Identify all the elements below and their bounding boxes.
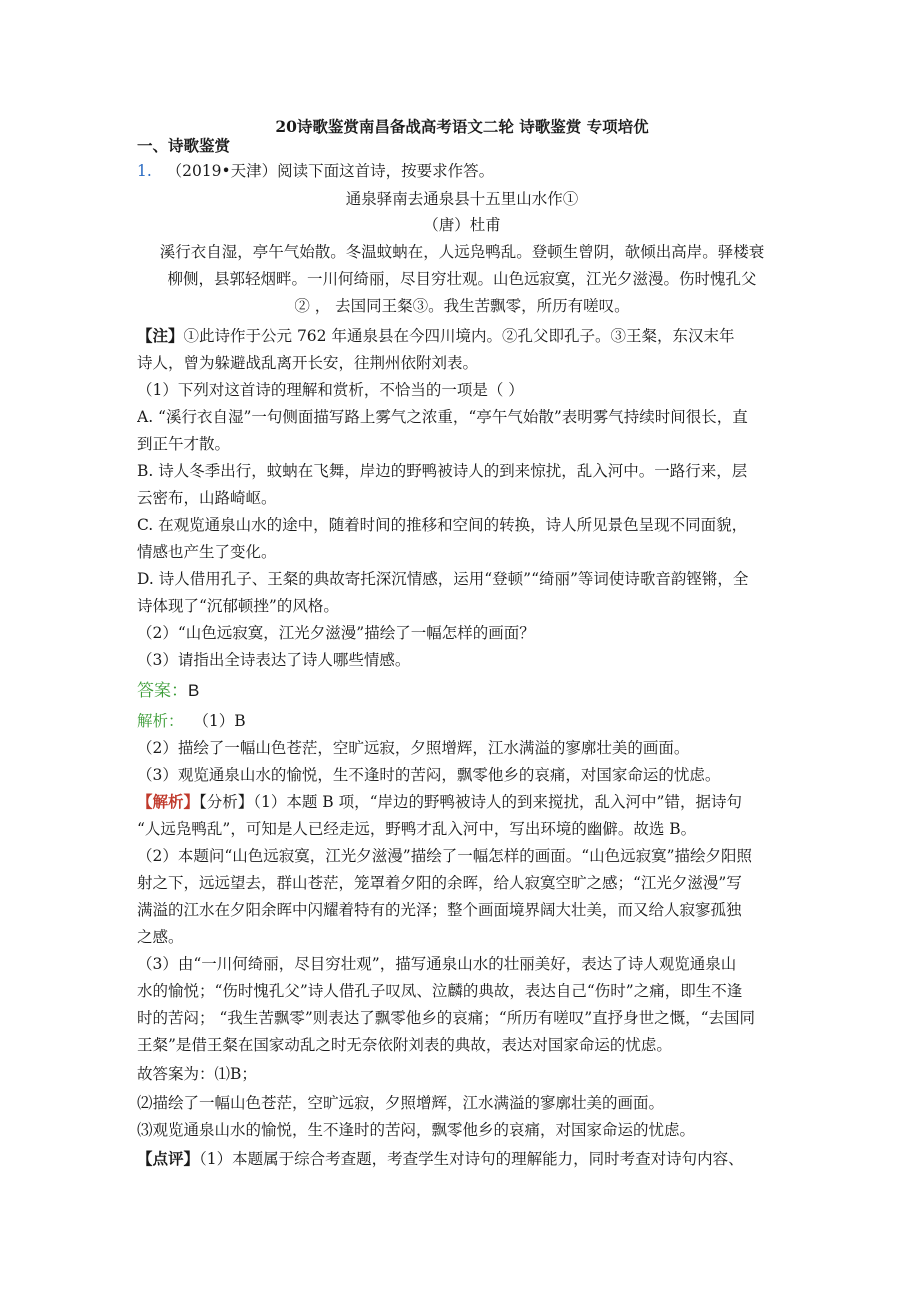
analysis-line-7: （3）由“一川何绮丽，尽目穷壮观”，描写通泉山水的壮丽美好，表达了诗人观览通泉山 xyxy=(137,955,737,973)
sub-question-3: （3）请指出全诗表达了诗人哪些情感。 xyxy=(137,651,411,669)
option-a-line-1: A. “溪行衣自湿”一句侧面描写路上雾气之浓重，“亭午气始散”表明雾气持续时间很长，直 xyxy=(137,408,748,426)
explanation-line-3: （3）观览通泉山水的愉悦，生不逢时的苦闷，飘零他乡的哀痛，对国家命运的忧虑。 xyxy=(137,766,721,784)
analysis-text: 【分析】（1）本题 B 项，“岸边的野鸭被诗人的到来搅扰，乱入河中”错，据诗句 xyxy=(199,793,742,811)
note-line-1 xyxy=(137,326,787,346)
section-heading: 一、诗歌鉴赏 xyxy=(137,136,231,155)
analysis-line-4: 射之下，远远望去，群山苍茫，笼罩着夕阳的余晖，给人寂寞空旷之感；“江光夕滋漫”写 xyxy=(137,874,742,892)
question-number: 1. xyxy=(137,162,152,180)
comment-text: （1）本题属于综合考查题，考查学生对诗句的理解能力，同时考查对诗句内容、 xyxy=(199,1150,744,1168)
poem-author: （唐）杜甫 xyxy=(423,216,501,234)
poem-title: 通泉驿南去通泉县十五里山水作① xyxy=(345,190,579,208)
poem-line-1: 溪行衣自湿，亭午气始散。冬温蚊蚋在，人远凫鸭乱。登顿生曾阴，欹倾出高岸。驿楼衰 xyxy=(159,243,765,261)
explanation-line-2: （2）描绘了一幅山色苍茫，空旷远寂，夕照增辉，江水满溢的寥廓壮美的画面。 xyxy=(137,739,690,757)
answer-line xyxy=(137,680,787,702)
option-b-line-1: B. 诗人冬季出行，蚊蚋在飞舞，岸边的野鸭被诗人的到来惊扰，乱入河中。一路行来，层 xyxy=(137,462,748,480)
final-answer-1: 故答案为：⑴B； xyxy=(137,1065,257,1083)
answer-label: 答案： xyxy=(137,681,188,701)
option-c-line-1: C. 在观览通泉山水的途中，随着时间的推移和空间的转换，诗人所见景色呈现不同面貌， xyxy=(137,516,748,534)
analysis-line-2: “人远凫鸭乱”，可知是人已经走远，野鸭才乱入河中，写出环境的幽僻。故选 B。 xyxy=(137,820,697,838)
analysis-line-3: （2）本题问“山色远寂寞，江光夕滋漫”描绘了一幅怎样的画面。“山色远寂寞”描绘夕阳照 xyxy=(137,847,753,865)
option-c-line-2: 情感也产生了变化。 xyxy=(137,543,277,561)
comment-line-1 xyxy=(137,1149,787,1169)
final-answer-2: ⑵描绘了一幅山色苍茫，空旷远寂，夕照增辉，江水满溢的寥廓壮美的画面。 xyxy=(137,1094,665,1112)
answer-value: B xyxy=(188,681,200,700)
analysis-line-8: 水的愉悦；“伤时愧孔父”诗人借孔子叹凤、泣麟的典故，表达自己“伤时”之痛，即生不逢 xyxy=(137,982,743,1000)
note-line-2: 诗人，曾为躲避战乱离开长安，往荆州依附刘表。 xyxy=(137,354,479,372)
explanation-line-1 xyxy=(137,711,787,731)
explanation-label: 解析： xyxy=(137,712,184,730)
final-answer-3: ⑶观览通泉山水的愉悦，生不逢时的苦闷，飘零他乡的哀痛，对国家命运的忧虑。 xyxy=(137,1121,696,1139)
comment-label: 【点评】 xyxy=(137,1149,200,1168)
note-label: 【注】 xyxy=(137,326,184,345)
option-a-line-2: 到正午才散。 xyxy=(137,435,231,453)
analysis-line-9: 时的苦闷； “我生苦飘零”则表达了飘零他乡的哀痛；“所历有嗟叹”直抒身世之慨，“去国同 xyxy=(137,1009,756,1027)
sub-question-1: （1）下列对这首诗的理解和赏析，不恰当的一项是（ ） xyxy=(137,381,524,399)
analysis-line-1 xyxy=(137,792,787,812)
question-intro-text: （2019•天津）阅读下面这首诗，按要求作答。 xyxy=(166,162,495,180)
explanation-text: （1）B xyxy=(193,712,246,730)
sub-question-2: （2）“山色远寂寞，江光夕滋漫”描绘了一幅怎样的画面？ xyxy=(137,624,535,642)
note-text: ①此诗作于公元 762 年通泉县在今四川境内。②孔父即孔子。③王粲，东汉末年 xyxy=(183,327,735,345)
option-d-line-2: 诗体现了“沉郁顿挫”的风格。 xyxy=(137,597,339,615)
analysis-line-10: 王粲”是借王粲在国家动乱之时无奈依附刘表的典故，表达对国家命运的忧虑。 xyxy=(137,1036,672,1054)
poem-line-2: 柳侧，县郭轻烟畔。一川何绮丽，尽目穷壮观。山色远寂寞，江光夕滋漫。伤时愧孔父 xyxy=(167,270,757,288)
option-b-line-2: 云密布，山路崎岖。 xyxy=(137,489,277,507)
analysis-line-5: 满溢的江水在夕阳余晖中闪耀着特有的光泽；整个画面境界阔大壮美，而又给人寂寥孤独 xyxy=(137,901,742,919)
question-intro xyxy=(137,161,787,181)
option-d-line-1: D. 诗人借用孔子、王粲的典故寄托深沉情感，运用“登顿”“绮丽”等词使诗歌音韵铿锵，全 xyxy=(137,570,749,588)
analysis-line-6: 之感。 xyxy=(137,928,184,946)
analysis-label: 【解析】 xyxy=(137,792,200,811)
poem-line-3: ② ， 去国同王粲③。我生苦飘零，所历有嗟叹。 xyxy=(294,297,630,315)
page-title: 20诗歌鉴赏南昌备战高考语文二轮 诗歌鉴赏 专项培优 xyxy=(275,117,649,136)
